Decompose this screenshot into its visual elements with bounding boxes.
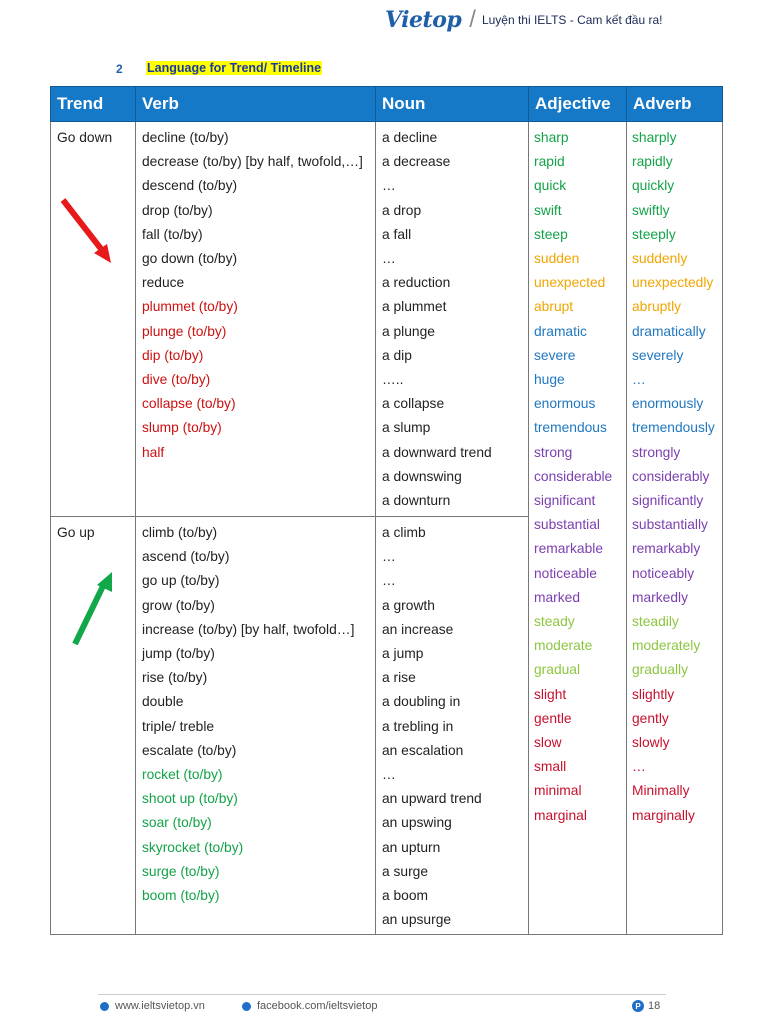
verb-item: decrease (to/by) [by half, twofold,…] xyxy=(142,154,363,170)
section-number: 2 xyxy=(116,62,123,76)
adjective-item: steady xyxy=(534,614,575,629)
adjective-item: small xyxy=(534,759,567,775)
adjective-item: dramatic xyxy=(534,323,587,339)
noun-item: ….. xyxy=(382,372,404,387)
table-border-bottom xyxy=(50,934,723,935)
adverb-item: slightly xyxy=(632,686,675,702)
table-divider-noun xyxy=(375,122,376,935)
adverb-item: quickly xyxy=(632,178,675,194)
adverb-item: … xyxy=(632,759,646,775)
noun-item: a drop xyxy=(382,202,422,218)
adjective-item: minimal xyxy=(534,783,582,799)
footer-page xyxy=(632,1000,660,1012)
adjective-item: huge xyxy=(534,372,565,387)
website-link[interactable]: www.ieltsvietop.vn xyxy=(115,1000,205,1012)
adjective-item: sudden xyxy=(534,251,580,266)
verb-item: collapse (to/by) xyxy=(142,396,236,412)
verb-item: drop (to/by) xyxy=(142,202,213,218)
adjective-item: noticeable xyxy=(534,565,597,581)
noun-item: an upsurge xyxy=(382,912,452,928)
adverb-item: steeply xyxy=(632,226,676,242)
column-header-trend: Trend xyxy=(50,86,136,122)
verb-item: triple/ treble xyxy=(142,718,215,734)
adverb-item: sharply xyxy=(632,130,677,145)
verb-item: grow (to/by) xyxy=(142,597,215,613)
page-badge-icon: P xyxy=(632,1000,644,1012)
adverb-item: steadily xyxy=(632,614,679,629)
noun-item: a decrease xyxy=(382,154,451,170)
verb-item: dive (to/by) xyxy=(142,372,211,387)
column-header-verb: Verb xyxy=(135,86,376,122)
noun-item: a plummet xyxy=(382,299,447,315)
facebook-link[interactable]: facebook.com/ieltsvietop xyxy=(257,1000,378,1012)
section-title: Language for Trend/ Timeline xyxy=(147,61,322,75)
noun-item: … xyxy=(382,549,396,565)
table-divider-verb xyxy=(135,122,136,935)
noun-item: an upswing xyxy=(382,815,452,831)
adverb-item: slowly xyxy=(632,735,670,750)
adverb-item: noticeably xyxy=(632,565,695,581)
adverb-item: severely xyxy=(632,347,684,363)
adverb-item: abruptly xyxy=(632,299,682,315)
verb-item: plummet (to/by) xyxy=(142,299,238,315)
adverb-item: suddenly xyxy=(632,251,688,266)
adjective-item: strong xyxy=(534,444,573,460)
verb-item: soar (to/by) xyxy=(142,815,212,831)
brand-logo: Vietop xyxy=(385,7,462,33)
adverb-item: gradually xyxy=(632,662,688,678)
verb-item: plunge (to/by) xyxy=(142,323,227,339)
verb-item: decline (to/by) xyxy=(142,130,229,145)
verb-item: double xyxy=(142,694,184,710)
footer-website[interactable] xyxy=(100,1000,205,1012)
verb-item: descend (to/by) xyxy=(142,178,238,194)
adjective-item: substantial xyxy=(534,517,600,533)
adjective-item: significant xyxy=(534,493,596,508)
adverb-item: remarkably xyxy=(632,541,701,557)
noun-item: a rise xyxy=(382,670,416,686)
adverb-item: swiftly xyxy=(632,202,670,218)
adverb-item: unexpectedly xyxy=(632,275,714,291)
column-header-adjective: Adjective xyxy=(528,86,627,122)
noun-item: an escalation xyxy=(382,742,464,758)
noun-item: a plunge xyxy=(382,323,435,339)
verb-item: slump (to/by) xyxy=(142,420,222,436)
adjective-item: severe xyxy=(534,347,576,363)
verb-item: jump (to/by) xyxy=(142,646,215,661)
adverb-item: markedly xyxy=(632,589,688,605)
adjective-item: gradual xyxy=(534,662,581,678)
trend-go-down-label: Go down xyxy=(57,130,113,145)
adverb-item: Minimally xyxy=(632,783,690,799)
noun-item: a reduction xyxy=(382,275,451,291)
adjective-item: remarkable xyxy=(534,541,604,557)
noun-item: a doubling in xyxy=(382,694,461,710)
adjective-item: rapid xyxy=(534,154,565,170)
verb-item: rise (to/by) xyxy=(142,670,208,686)
adverb-item: significantly xyxy=(632,493,704,508)
noun-item: an upward trend xyxy=(382,791,482,807)
noun-item: a climb xyxy=(382,525,426,540)
adjective-item: sharp xyxy=(534,130,569,145)
verb-item: shoot up (to/by) xyxy=(142,791,238,807)
noun-item: an upturn xyxy=(382,839,441,855)
header-tagline: Luyện thi IELTS - Cam kết đầu ra! xyxy=(481,13,663,27)
noun-item: a trebling in xyxy=(382,718,454,734)
adverb-item: rapidly xyxy=(632,154,673,170)
page-number: 18 xyxy=(648,1000,661,1012)
adverb-item: enormously xyxy=(632,396,704,412)
adjective-item: considerable xyxy=(534,468,613,484)
verb-item: escalate (to/by) xyxy=(142,742,237,758)
verb-item: surge (to/by) xyxy=(142,863,220,879)
verb-item: rocket (to/by) xyxy=(142,767,223,782)
noun-item: … xyxy=(382,573,396,589)
globe-icon xyxy=(100,1002,109,1011)
adverb-item: gently xyxy=(632,710,669,726)
noun-item: a fall xyxy=(382,226,412,242)
table-border-right xyxy=(722,122,723,935)
adjective-item: slow xyxy=(534,735,562,750)
adverb-item: … xyxy=(632,372,646,387)
verb-item: half xyxy=(142,444,165,460)
table-border-left xyxy=(50,122,51,935)
adverb-item: marginally xyxy=(632,807,695,823)
noun-item: a dip xyxy=(382,347,412,363)
row-divider xyxy=(50,516,528,517)
adjective-item: slight xyxy=(534,686,567,702)
adjective-item: abrupt xyxy=(534,299,574,315)
noun-item: … xyxy=(382,767,396,782)
table-divider-adjective xyxy=(528,122,529,935)
noun-item: a growth xyxy=(382,597,435,613)
adjective-item: marked xyxy=(534,589,581,605)
verb-item: increase (to/by) [by half, twofold…] xyxy=(142,621,355,637)
adverb-item: moderately xyxy=(632,638,701,654)
adverb-item: tremendously xyxy=(632,420,715,436)
noun-item: a downward trend xyxy=(382,444,492,460)
adverb-item: substantially xyxy=(632,517,708,533)
footer-rule xyxy=(98,994,666,995)
adjective-item: steep xyxy=(534,226,568,242)
adjective-item: marginal xyxy=(534,807,587,823)
arrow-down-right-icon xyxy=(58,196,118,268)
page-header xyxy=(385,6,662,34)
verb-item: fall (to/by) xyxy=(142,226,203,242)
noun-item: a decline xyxy=(382,130,438,145)
noun-item: a collapse xyxy=(382,396,445,412)
noun-item: a slump xyxy=(382,420,431,436)
adverb-item: strongly xyxy=(632,444,681,460)
noun-item: a downturn xyxy=(382,493,451,508)
verb-item: boom (to/by) xyxy=(142,888,220,903)
arrow-up-right-icon xyxy=(68,570,118,650)
adjective-item: tremendous xyxy=(534,420,607,436)
noun-item: a surge xyxy=(382,863,429,879)
noun-item: a downswing xyxy=(382,468,462,484)
verb-item: skyrocket (to/by) xyxy=(142,839,244,855)
verb-item: dip (to/by) xyxy=(142,347,204,363)
noun-item: … xyxy=(382,178,396,194)
adverb-item: dramatically xyxy=(632,323,706,339)
verb-item: reduce xyxy=(142,275,185,291)
verb-item: go down (to/by) xyxy=(142,251,238,266)
verb-item: climb (to/by) xyxy=(142,525,218,540)
adjective-item: enormous xyxy=(534,396,596,412)
adverb-item: considerably xyxy=(632,468,710,484)
header-divider: / xyxy=(469,6,476,33)
adjective-item: swift xyxy=(534,202,562,218)
column-header-adverb: Adverb xyxy=(626,86,723,122)
adjective-item: quick xyxy=(534,178,567,194)
footer-facebook[interactable] xyxy=(242,1000,377,1012)
adjective-item: moderate xyxy=(534,638,593,654)
column-header-noun: Noun xyxy=(375,86,529,122)
trend-go-up-label: Go up xyxy=(57,525,95,540)
noun-item: an increase xyxy=(382,621,454,637)
verb-item: ascend (to/by) xyxy=(142,549,230,565)
noun-item: a jump xyxy=(382,646,424,661)
facebook-icon xyxy=(242,1002,251,1011)
noun-item: … xyxy=(382,251,396,266)
table-divider-adverb xyxy=(626,122,627,935)
verb-item: go up (to/by) xyxy=(142,573,220,589)
adjective-item: unexpected xyxy=(534,275,606,291)
adjective-item: gentle xyxy=(534,710,572,726)
noun-item: a boom xyxy=(382,888,429,903)
